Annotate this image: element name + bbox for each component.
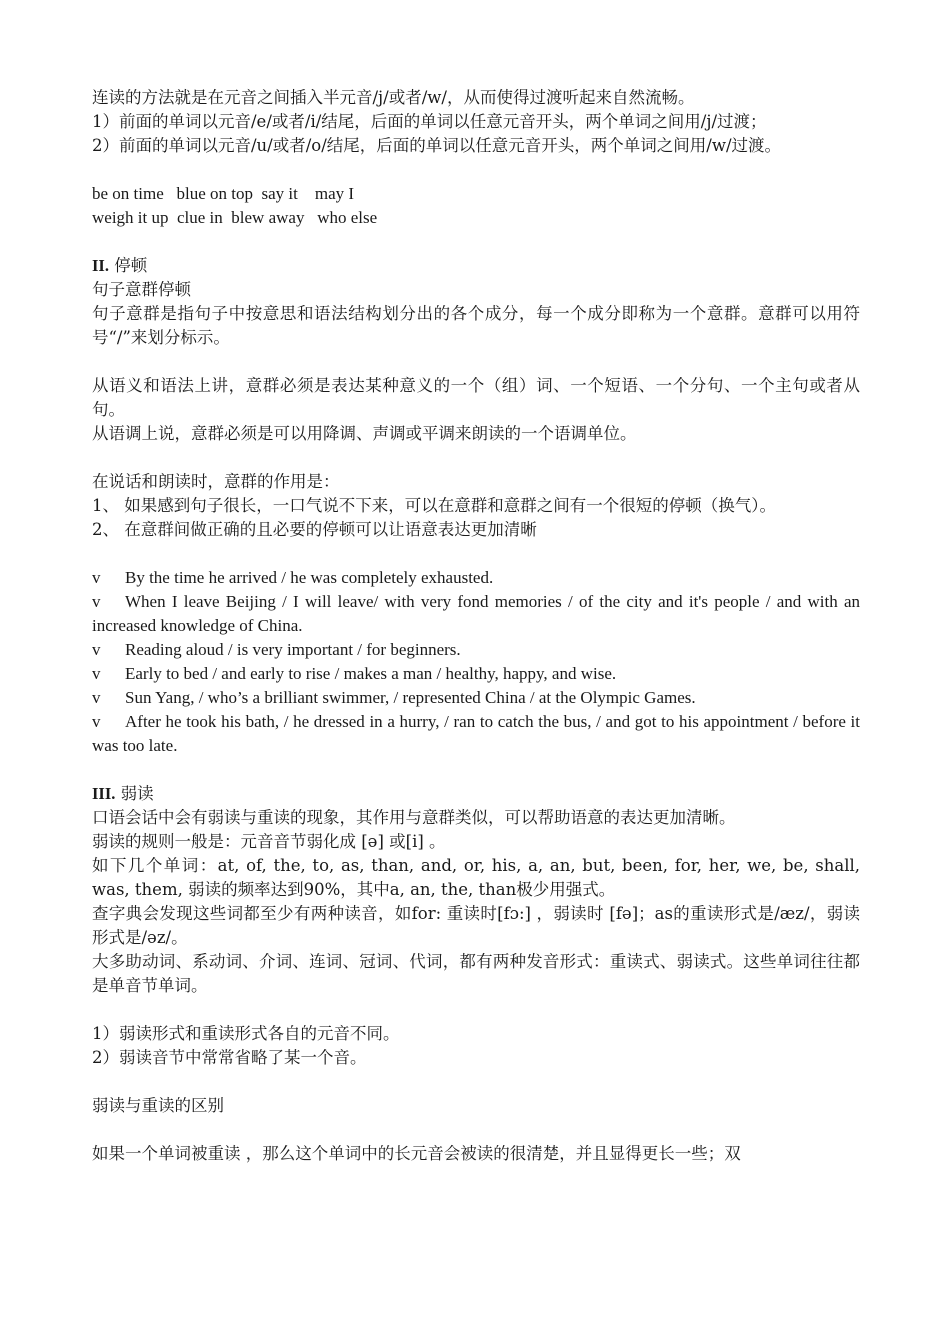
bullet-mark: v	[92, 712, 101, 731]
example-sentence	[92, 638, 860, 662]
bullet-mark: v	[92, 568, 101, 587]
sense-group-role-2: 2、 在意群间做正确的且必要的停顿可以让语意表达更加清晰	[92, 520, 537, 539]
section-title: 弱读	[115, 784, 154, 803]
bullet-mark: v	[92, 640, 101, 659]
example-sentence	[92, 686, 860, 710]
section-number: II.	[92, 256, 109, 275]
example-text: When I leave Beijing / I will leave/ with very fond memories / of the city and it's people / and with an increased knowledge of China.	[92, 592, 860, 635]
example-text: After he took his bath, / he dressed in a hurry, / ran to catch the bus, / and got to his appointment / before it was too late.	[92, 712, 860, 755]
example-sentence	[92, 710, 860, 758]
example-text: Sun Yang, / who’s a brilliant swimmer, / represented China / at the Olympic Games.	[125, 688, 696, 707]
section-heading-weak-form	[92, 782, 860, 806]
section-heading-pause	[92, 254, 860, 278]
section-title: 停顿	[108, 256, 148, 275]
section-number: III.	[92, 784, 116, 803]
bullet-mark: v	[92, 688, 101, 707]
example-text: By the time he arrived / he was completely exhausted.	[125, 568, 494, 587]
bullet-mark: v	[92, 664, 101, 683]
example-sentence	[92, 566, 860, 590]
bullet-mark: v	[92, 592, 101, 611]
weak-form-p5: 大多助动词、系动词、介词、连词、冠词、代词，都有两种发音形式：重读式、弱读式。这些单词往往都是单音节单词。	[92, 952, 860, 995]
example-sentence	[92, 590, 860, 638]
weak-form-p1: 口语会话中会有弱读与重读的现象，其作用与意群类似，可以帮助语意的表达更加清晰。	[92, 808, 736, 827]
document-page	[92, 86, 860, 1166]
example-text: Reading aloud / is very important / for beginners.	[125, 640, 461, 659]
sense-group-role-intro: 在说话和朗读时，意群的作用是：	[92, 472, 340, 491]
weak-form-p9: 如果一个单词被重读 ，那么这个单词中的长元音会被读的很清楚，并且显得更长一些；双	[92, 1144, 741, 1163]
subheading-sense-group: 句子意群停顿	[92, 280, 191, 299]
weak-form-p6: 1）弱读形式和重读形式各自的元音不同。	[92, 1024, 400, 1043]
liaison-examples-line-1: be on time blue on top say it may I	[92, 184, 355, 203]
sense-group-intonation: 从语调上说，意群必须是可以用降调、声调或平调来朗读的一个语调单位。	[92, 424, 637, 443]
weak-form-p3: 如下几个单词：at, of, the, to, as, than, and, or, his, a, an, but, been, for, her, we, be, shall, was, them, 弱读的频率达到90%，其中a, an, the, than极少用强式。	[92, 856, 860, 899]
liaison-rule-2: 2）前面的单词以元音/u/或者/o/结尾，后面的单词以任意元音开头，两个单词之间用/w/过渡。	[92, 136, 782, 155]
weak-form-p2: 弱读的规则一般是：元音音节弱化成 [ə] 或[i] 。	[92, 832, 446, 851]
weak-vs-strong-heading: 弱读与重读的区别	[92, 1096, 224, 1115]
liaison-intro: 连读的方法就是在元音之间插入半元音/j/或者/w/，从而使得过渡听起来自然流畅。	[92, 88, 695, 107]
weak-form-p4: 查字典会发现这些词都至少有两种读音，如for: 重读时[fɔ:] ，弱读时 [fə]；as的重读形式是/æz/，弱读形式是/əz/。	[92, 904, 860, 947]
sense-group-definition: 句子意群是指句子中按意思和语法结构划分出的各个成分，每一个成分即称为一个意群。意群可以用符号“/”来划分标示。	[92, 304, 860, 347]
sense-group-semantic: 从语义和语法上讲，意群必须是表达某种意义的一个（组）词、一个短语、一个分句、一个主句或者从句。	[92, 376, 860, 419]
weak-form-p7: 2）弱读音节中常常省略了某一个音。	[92, 1048, 367, 1067]
liaison-examples-line-2: weigh it up clue in blew away who else	[92, 208, 378, 227]
example-sentence	[92, 662, 860, 686]
sense-group-role-1: 1、 如果感到句子很长，一口气说不下来，可以在意群和意群之间有一个很短的停顿（换气）。	[92, 496, 776, 515]
liaison-rule-1: 1）前面的单词以元音/e/或者/i/结尾，后面的单词以任意元音开头，两个单词之间用/j/过渡；	[92, 112, 767, 131]
example-text: Early to bed / and early to rise / makes a man / healthy, happy, and wise.	[125, 664, 617, 683]
